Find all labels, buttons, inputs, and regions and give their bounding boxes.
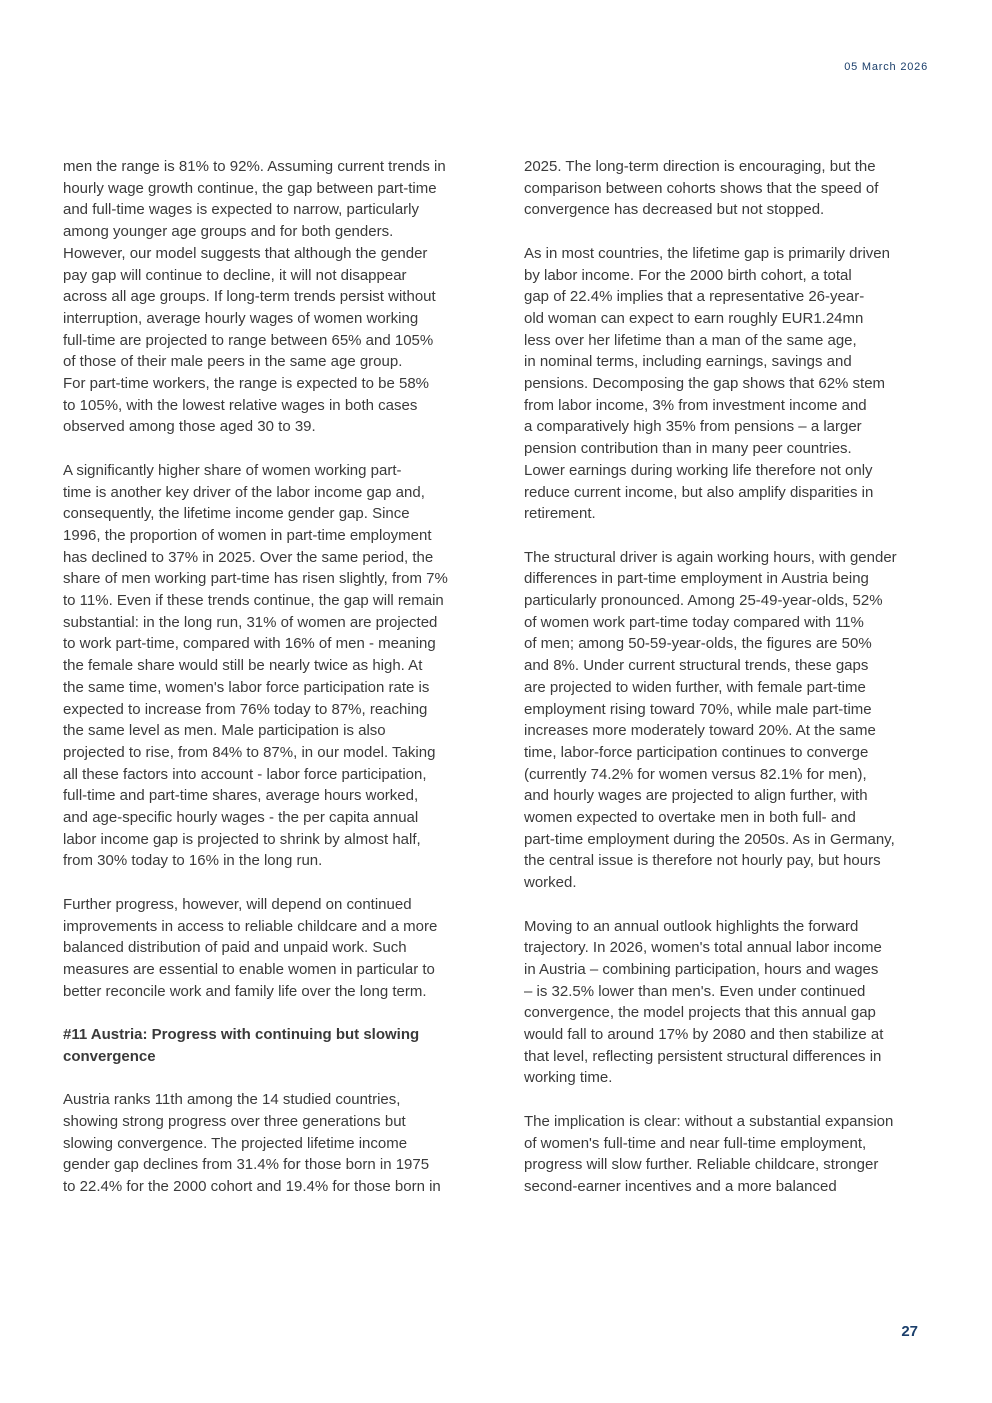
paragraph-austria-ranking: Austria ranks 11th among the 14 studied countries, showing strong progress over three generations but slowing convergence. The projected lifetime income gender gap declines from 31.4% for those born in 1975 to 22.4% for the 2000 cohort and 19.4% for those born in [63,1091,441,1195]
right-column [524,156,934,1198]
report-date: 05 March 2026 [844,61,928,73]
section-heading-austria: #11 Austria: Progress with continuing but slowing convergence [63,1026,420,1065]
paragraph-lifetime-gap-drivers: As in most countries, the lifetime gap is primarily driven by labor income. For the 2000 birth cohort, a total gap of 22.4% implies that a representative 26-year- old woman can expect to earn roughly EUR1.24mn less over her lifetime than a man of the same age, in nominal terms, including earnings, savings and pensions. Decomposing the gap shows that 62% stem from labor income, 3% from investment income and a comparatively high 35% from pensions – a larger pension contribution than in many peer countries. Lower earnings during working life therefore not only reduce current income, but also amplify disparities in retirement. [524,244,890,523]
paragraph-further-progress: Further progress, however, will depend on continued improvements in access to reliable childcare and a more balanced distribution of paid and unpaid work. Such measures are essential to enable women in particular to better reconcile work and family life over the long term. [63,895,438,1000]
left-column [63,156,479,1198]
paragraph-long-term-direction: 2025. The long-term direction is encouraging, but the comparison between cohorts shows that the speed of convergence has decreased but not stopped. [524,158,879,219]
paragraph-implication: The implication is clear: without a substantial expansion of women's full-time and near full-time employment, progress will slow further. Reliable childcare, stronger second-earner incentives and a more balanced [524,1112,894,1195]
paragraph-part-time-share: A significantly higher share of women working part- time is another key driver of the labor income gap and, consequently, the lifetime income gender gap. Since 1996, the proportion of women in part-time employment has declined to 37% in 2025. Over the same period, the share of men working part-time has risen slightly, from 7% to 11%. Even if these trends continue, the gap will remain substantial: in the long run, 31% of women are projected to work part-time, compared with 16% of men - meaning the female share would still be nearly twice as high. At the same time, women's labor force participation rate is expected to increase from 76% today to 87%, reaching the same level as men. Male participation is also projected to rise, from 84% to 87%, in our model. Taking all these factors into account - labor force participation, full-time and part-time shares, average hours worked, and age-specific hourly wages - the per capita annual labor income gap is projected to shrink by almost half, from 30% today to 16% in the long run. [63,461,448,870]
paragraph-structural-driver: The structural driver is again working hours, with gender differences in part-time employment in Austria being particularly pronounced. Among 25-49-year-olds, 52% of women work part-time today compared with 11% of men; among 50-59-year-olds, the figures are 50% and 8%. Under current structural trends, these gaps are projected to widen further, with female part-time employment rising toward 70%, while male part-time increases more moderately toward 20%. At the same time, labor-force participation continues to converge (currently 74.2% for women versus 82.1% for men), and hourly wages are projected to align further, with women expected to overtake men in both full- and part-time employment during the 2050s. As in Germany, the central issue is therefore not hourly pay, but hours worked. [524,548,897,892]
paragraph-annual-outlook: Moving to an annual outlook highlights the forward trajectory. In 2026, women's total annual labor income in Austria – combining participation, hours and wages – is 32.5% lower than men's. Even under continued convergence, the model projects that this annual gap would fall to around 17% by 2080 and then stabilize at that level, reflecting persistent structural differences in working time. [524,917,884,1087]
paragraph-wage-range: men the range is 81% to 92%. Assuming current trends in hourly wage growth continue, the gap between part-time and full-time wages is expected to narrow, particularly among younger age groups and for both genders. However, our model suggests that although the gender pay gap will continue to decline, it will not disappear across all age groups. If long-term trends persist without interruption, average hourly wages of women working full-time are projected to range between 65% and 105% of those of their male peers in the same age group. For part-time workers, the range is expected to be 58% to 105%, with the lowest relative wages in both cases observed among those aged 30 to 39. [63,158,446,436]
page-number: 27 [901,1323,918,1340]
